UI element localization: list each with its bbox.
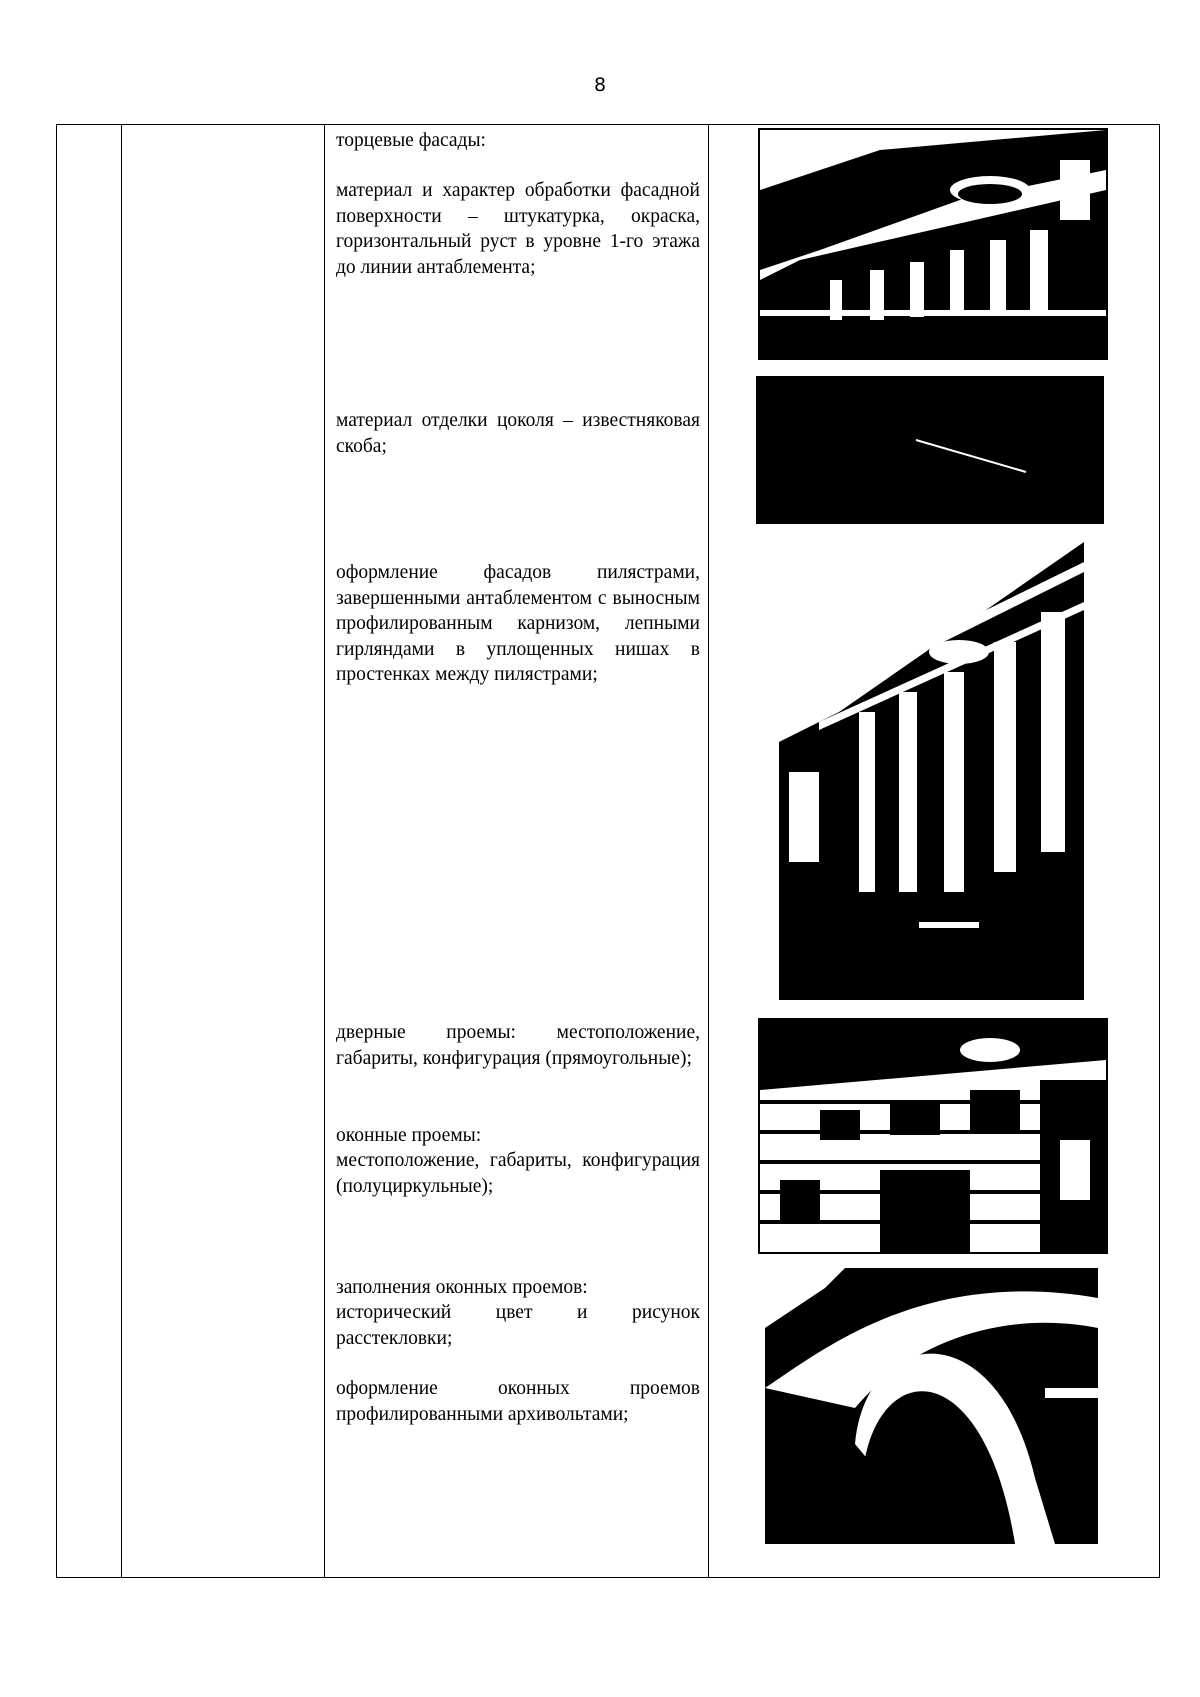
archivolt-photo — [765, 1268, 1098, 1544]
window-openings-text: местоположение, габариты, конфигурация (полуциркульные); — [336, 1150, 700, 1197]
end-facades-heading: торцевые фасады: — [336, 130, 486, 151]
surface-material-text: материал и характер обработки фасадной поверхности – штукатурка, окраска, горизонтальный руст в уровне 1-го этажа до линии антаблемента; — [336, 180, 700, 278]
openings-photo — [758, 1018, 1108, 1254]
column-divider-2 — [324, 125, 325, 1577]
door-openings-text: дверные проемы: местоположение, габариты, конфигурация (прямоугольные); — [336, 1022, 700, 1069]
plinth-photo — [756, 376, 1104, 524]
window-openings-heading: оконные проемы: — [336, 1125, 482, 1146]
archivolts-text: оформление оконных проемов профилированными архивольтами; — [336, 1378, 700, 1425]
end-facade-photo — [758, 128, 1108, 360]
page-number: 8 — [593, 74, 607, 96]
column-divider-1 — [121, 125, 122, 1577]
window-fill-heading: заполнения оконных проемов: — [336, 1277, 588, 1298]
plinth-material-text: материал отделки цоколя – известняковая скоба; — [336, 410, 700, 457]
pilasters-text: оформление фасадов пилястрами, завершенными антаблементом с выносным профилированным карнизом, лепными гирляндами в уплощенных нишах в простенках между пилястрами; — [336, 562, 700, 685]
window-fill-text: исторический цвет и рисунок расстекловки; — [336, 1302, 700, 1349]
pilasters-photo — [779, 542, 1084, 1000]
column-divider-3 — [708, 125, 709, 1577]
